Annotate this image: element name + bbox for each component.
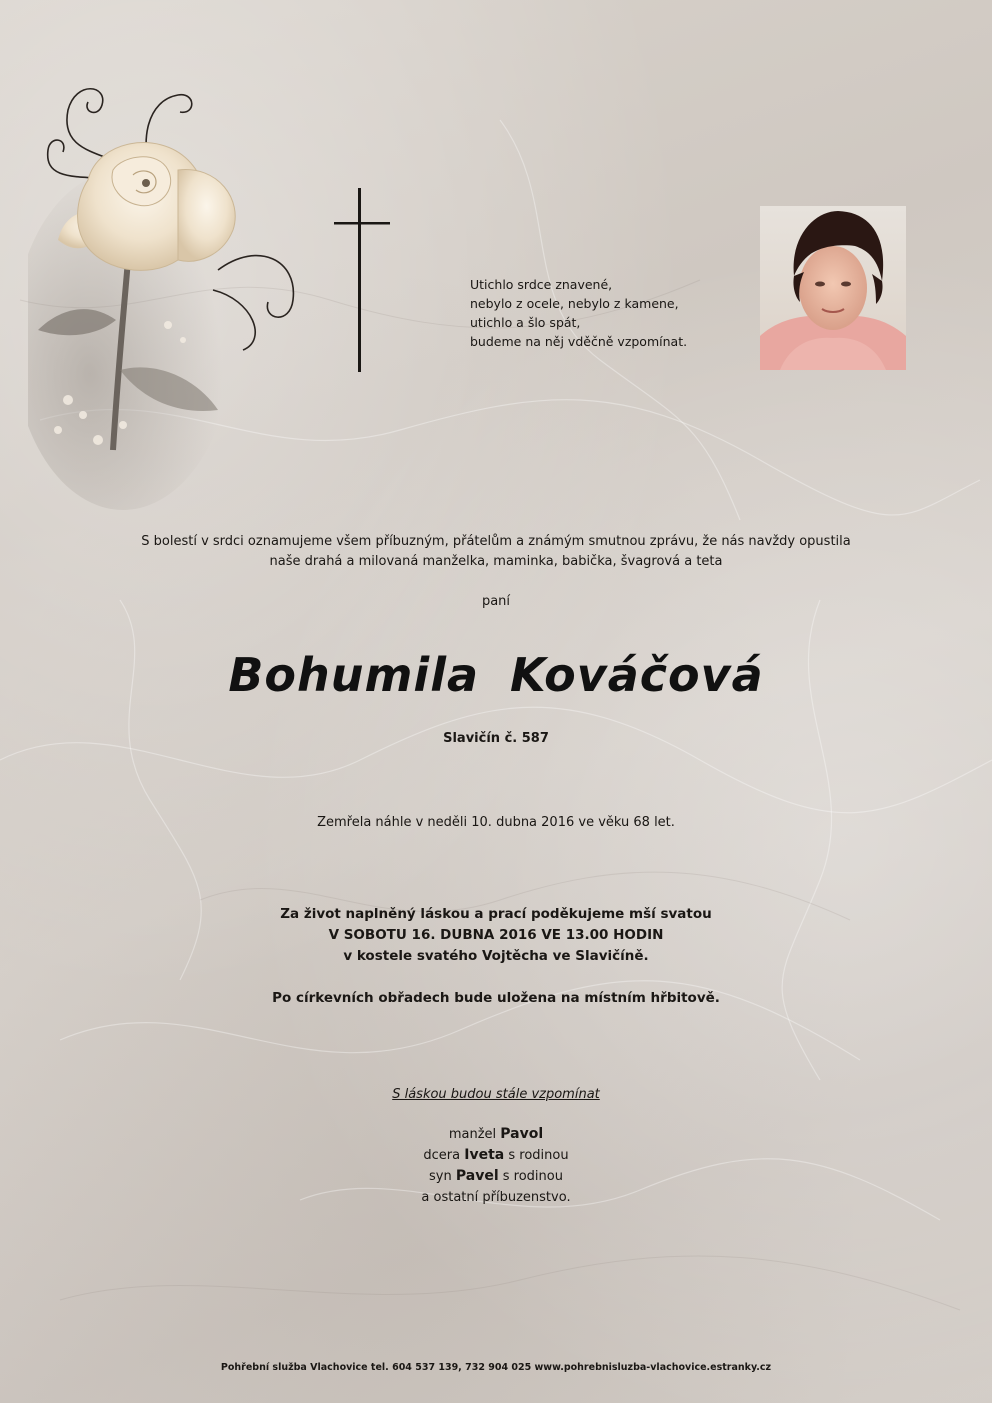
mourners-title: S láskou budou stále vzpomínat [392,1087,600,1102]
verse-line: budeme na něj vděčně vzpomínat. [470,334,688,349]
funeral-service-footer: Pohřební služba Vlachovice tel. 604 537 139, 732 904 025 www.pohrebnisluzba-vlachovice.estranky.cz [220,1362,772,1373]
funeral-datetime: V SOBOTU 16. DUBNA 2016 VE 13.00 HODIN [328,927,664,943]
verse-line: nebylo z ocele, nebylo z kamene, [470,296,679,311]
announcement-line: naše drahá a milovaná manželka, maminka, babička, švagrová a teta [269,554,723,569]
list-item [0,1124,992,1145]
first-name: Bohumila [228,648,479,702]
portrait-photo [760,206,906,370]
mourners-list [0,1124,992,1208]
funeral-info [0,904,992,967]
death-notice: Zemřela náhle v neděli 10. dubna 2016 ve věku 68 let. [317,815,675,830]
relation: manžel [448,1127,501,1142]
relation: a ostatní příbuzenstvo. [421,1190,571,1205]
deceased-address: Slavičín č. 587 [443,731,549,746]
honorific: paní [481,594,511,609]
verse-line: utichlo a šlo spát, [470,315,581,330]
mourner-name: Pavol [500,1126,544,1142]
mourner-name: Iveta [464,1147,505,1163]
last-name: Kováčová [510,648,764,702]
memorial-verse [470,275,730,351]
burial-info: Po církevních obřadech bude uložena na místním hřbitově. [272,990,720,1006]
list-item [0,1166,992,1187]
mourner-name: Pavel [455,1168,499,1184]
relation-suffix: s rodinou [498,1169,563,1184]
rose-icon [28,70,318,510]
verse-line: Utichlo srdce znavené, [470,277,613,292]
funeral-location: v kostele svatého Vojtěcha ve Slavičíně. [343,948,649,964]
deceased-name [0,648,992,702]
cross-icon [330,188,394,372]
relation: dcera [423,1148,465,1163]
relation: syn [429,1169,456,1184]
announcement-text [0,532,992,572]
list-item [0,1187,992,1208]
relation-suffix: s rodinou [504,1148,569,1163]
announcement-line: S bolestí v srdci oznamujeme všem příbuzným, přátelům a známým smutnou zprávu, že nás navždy opustila [141,534,851,549]
funeral-line: Za život naplněný láskou a prací poděkujeme mší svatou [280,906,712,922]
list-item [0,1145,992,1166]
